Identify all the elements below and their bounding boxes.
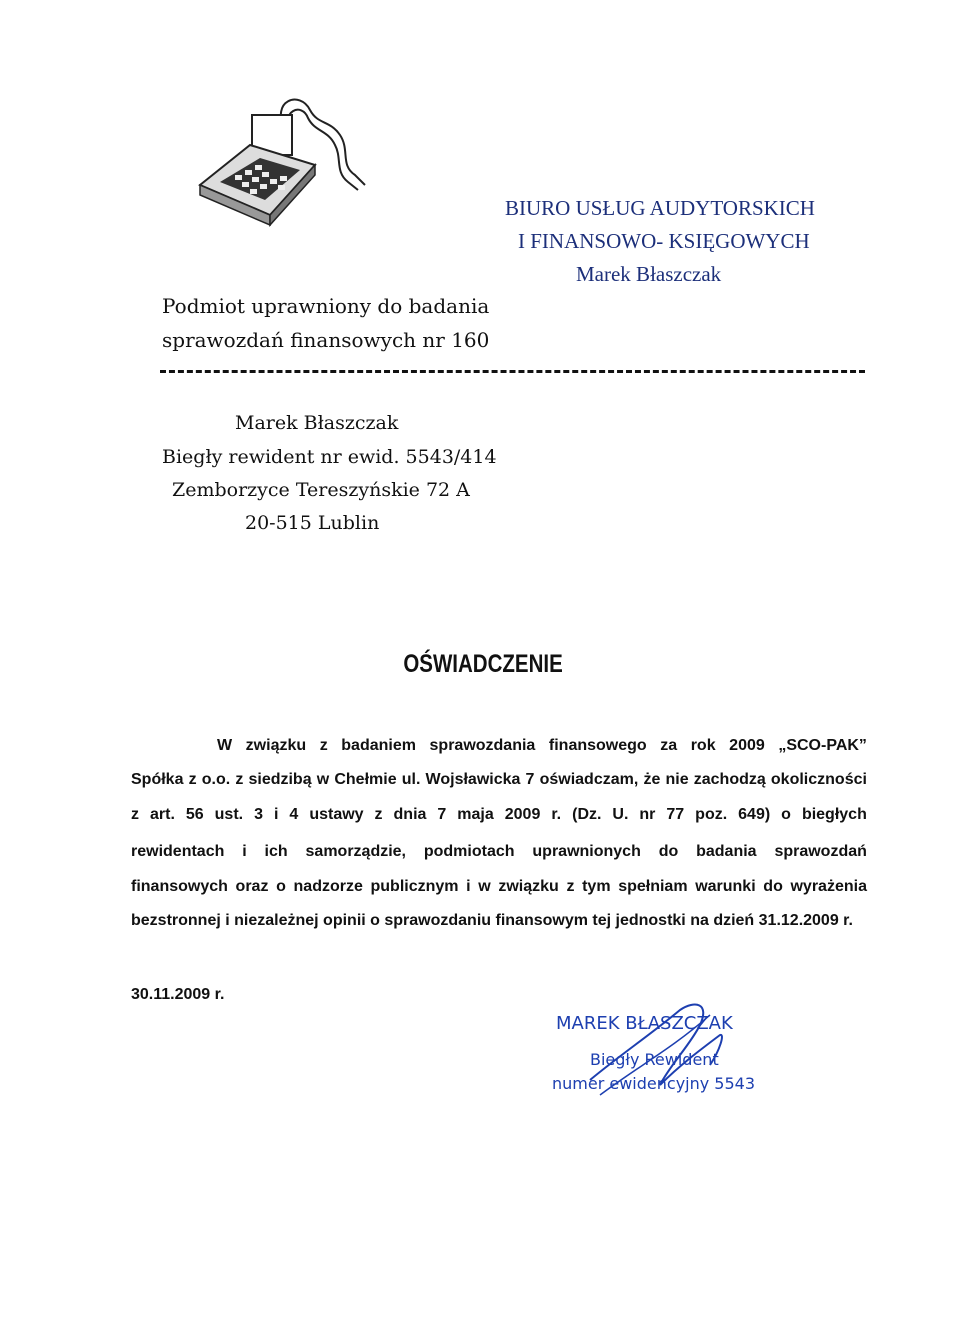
statement-word: sprawozdań <box>774 843 867 860</box>
statement-word: uprawnionych <box>532 843 641 860</box>
statement-line-1 <box>217 737 867 755</box>
statement-word: Wojsławicka <box>425 771 521 788</box>
statement-word: rok <box>690 737 716 754</box>
statement-word: „SCO-PAK” <box>778 737 867 754</box>
address-street: Zemborzyce Tereszyńskie 72 A <box>172 479 470 501</box>
statement-word: warunki <box>695 878 756 895</box>
statement-word: bezstronnej i niezależnej opinii o sprawozdaniu finansowym tej jednostki na dzień 31.12.2009 r. <box>131 912 853 929</box>
statement-word: badania <box>696 843 757 860</box>
statement-word: wyrażenia <box>790 878 867 895</box>
statement-word: do <box>763 878 783 895</box>
statement-line-6 <box>131 912 867 930</box>
statement-word: związku <box>245 737 307 754</box>
statement-word: oraz <box>235 878 269 895</box>
statement-word: samorządzie, <box>305 843 406 860</box>
statement-word: z <box>319 737 328 754</box>
statement-word: nadzorze <box>293 878 363 895</box>
statement-word: że <box>643 771 661 788</box>
statement-word: 7 <box>525 771 535 788</box>
statement-word: W <box>217 737 233 754</box>
statement-word: poz. <box>695 806 728 823</box>
statement-word: w <box>478 878 491 895</box>
statement-word: związku <box>498 878 559 895</box>
statement-word: za <box>660 737 678 754</box>
statement-word: 3 <box>254 806 263 823</box>
statement-word: spełniam <box>618 878 688 895</box>
statement-word: o <box>276 878 286 895</box>
statement-word: zachodzą <box>693 771 766 788</box>
statement-word: badaniem <box>341 737 416 754</box>
statement-word: 7 <box>437 806 447 823</box>
statement-line-2 <box>131 771 867 789</box>
statement-word: ustawy <box>309 806 364 823</box>
statement-word: 77 <box>666 806 685 823</box>
statement-word: tym <box>582 878 611 895</box>
statement-word: o <box>781 806 791 823</box>
statement-word: i <box>242 843 247 860</box>
statement-word: 4 <box>289 806 299 823</box>
firm-name-line1: BIURO USŁUG AUDYTORSKICH <box>505 196 815 220</box>
statement-word: sprawozdania <box>429 737 536 754</box>
statement-word: do <box>658 843 679 860</box>
statement-word: z <box>374 806 383 823</box>
statement-word: ul. <box>401 771 421 788</box>
statement-word: 649) <box>738 806 771 823</box>
firm-name-line2: I FINANSOWO- KSIĘGOWYCH <box>518 229 810 253</box>
statement-word: art. <box>149 806 175 823</box>
address-name: Marek Błaszczak <box>235 412 399 434</box>
statement-word: ich <box>264 843 288 860</box>
statement-word: dnia <box>393 806 427 823</box>
address-title: Biegły rewident nr ewid. 5543/414 <box>162 446 497 468</box>
statement-word: z <box>566 878 575 895</box>
firm-owner: Marek Błaszczak <box>576 262 722 286</box>
statement-word: okoliczności <box>770 771 867 788</box>
statement-word: oświadczam, <box>539 771 639 788</box>
statement-word: rewidentach <box>131 843 225 860</box>
address-city: 20-515 Lublin <box>245 512 380 534</box>
entity-line2: sprawozdań finansowych nr 160 <box>162 328 490 352</box>
statement-word: w <box>316 771 330 788</box>
stamp-title: Biegły Rewident <box>590 1050 719 1069</box>
statement-word: o.o. <box>201 771 231 788</box>
stamp-name: MAREK BŁASZCZAK <box>556 1013 733 1034</box>
statement-word: 2009 <box>504 806 541 823</box>
statement-word: 2009 <box>729 737 765 754</box>
statement-word: Spółka <box>131 771 184 788</box>
statement-word: z <box>188 771 197 788</box>
handwritten-signature <box>560 995 800 1115</box>
statement-word: i <box>466 878 471 895</box>
statement-word: finansowego <box>548 737 647 754</box>
statement-word: (Dz. <box>572 806 602 823</box>
statement-line-3 <box>131 806 867 824</box>
statement-line-4 <box>131 843 867 861</box>
document-date: 30.11.2009 r. <box>131 986 225 1003</box>
calculator-with-paper-tape-icon <box>190 90 370 230</box>
statement-word: publicznym <box>370 878 459 895</box>
document-title: OŚWIADCZENIE <box>403 650 563 678</box>
statement-word: 56 <box>185 806 204 823</box>
entity-line1: Podmiot uprawniony do badania <box>162 294 490 318</box>
statement-word: nie <box>665 771 689 788</box>
statement-word: ust. <box>214 806 244 823</box>
statement-word: i <box>273 806 279 823</box>
statement-word: podmiotach <box>423 843 515 860</box>
statement-word: z <box>131 806 139 823</box>
statement-word: maja <box>457 806 494 823</box>
statement-word: biegłych <box>801 806 867 823</box>
statement-word: siedzibą <box>248 771 312 788</box>
statement-word: finansowych <box>131 878 228 895</box>
statement-word: r. <box>551 806 562 823</box>
statement-word: Chełmie <box>334 771 397 788</box>
statement-word: z <box>235 771 244 788</box>
statement-word: nr <box>639 806 656 823</box>
statement-word: U. <box>612 806 629 823</box>
stamp-number: numer ewidencyjny 5543 <box>552 1074 756 1093</box>
dashed-separator <box>160 370 865 373</box>
statement-line-5 <box>131 878 867 896</box>
